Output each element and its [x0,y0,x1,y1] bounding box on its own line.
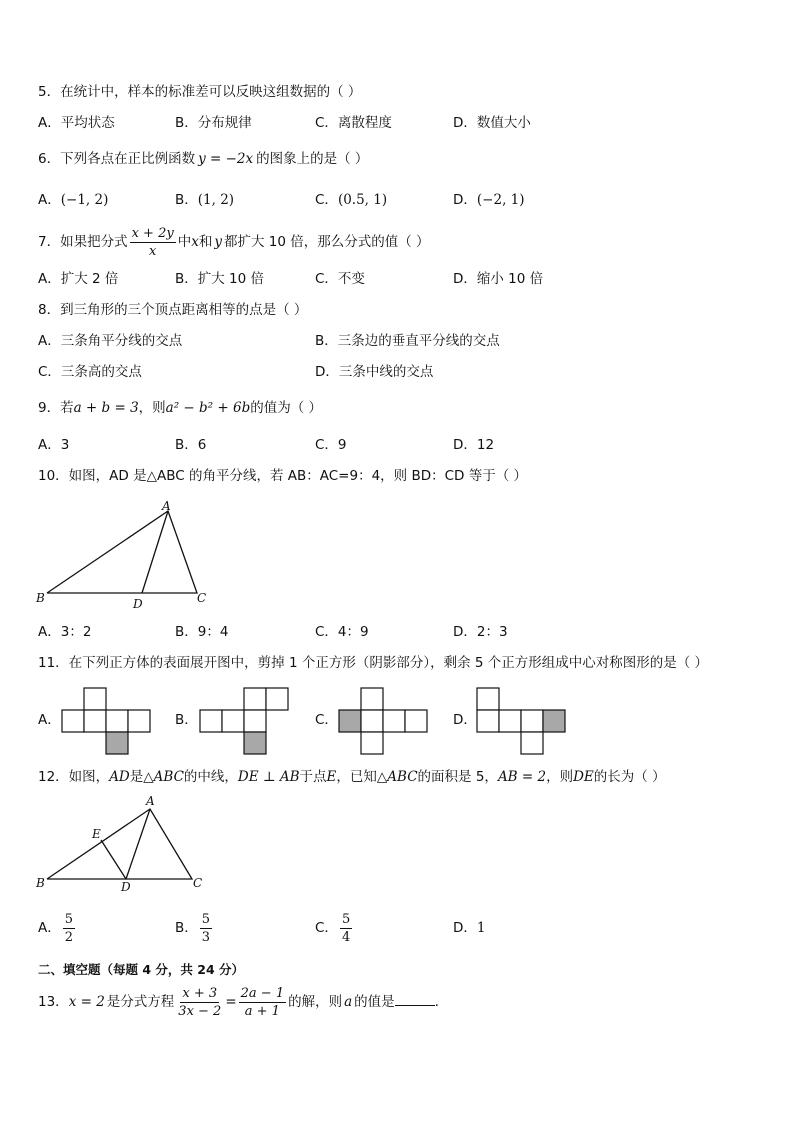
q9-stem: 9．若a + b = 3，则a² − b² + 6b的值为（ ） [38,400,323,416]
q7-stem: 7．如果把分式 $\frac{x + 2y}{x}$ 中x和 y 都扩大 10 倍，那么分式的值（ ） [38,225,430,259]
q5-option-c: C．离散程度 [315,115,392,131]
q11-label-b: B． [175,712,198,728]
q12-label-e: E [92,827,101,841]
q8-stem: 8．到三角形的三个顶点距离相等的点是（ ） [38,302,308,318]
q9-option-a: A．3 [38,437,70,453]
q7-option-c: C．不变 [315,271,365,287]
q10-triangle-figure [30,498,220,616]
q13-answer-blank [395,991,435,1006]
q12-option-b: B． $\frac{5}{3}$ [175,911,211,945]
q11-net-d [475,686,569,756]
q6-option-b: B．(1, 2) [175,192,235,208]
q6-function: y = −2x [198,151,254,167]
q8-option-d: D．三条中线的交点 [315,364,434,380]
q11-net-a [60,686,154,756]
q5-option-d: D．数值大小 [453,115,531,131]
q11-net-c [337,686,431,756]
q13-stem: 13．x = 2 是分式方程 $\frac{x + 3}{3x - 2}$ = $\frac{2a - 1}{a + 1}$ 的解，则 a 的值是 . [38,985,439,1019]
q10-option-b: B．9：4 [175,624,229,640]
q10-label-b: B [36,591,45,605]
section-2-title: 二、填空题（每题 4 分，共 24 分） [38,962,245,977]
q11-label-a: A． [38,712,61,728]
q9-option-d: D．12 [453,437,495,453]
q12-triangle-figure [30,792,220,896]
q6-option-a: A．(−1, 2) [38,192,109,208]
q6-option-c: C．(0.5, 1) [315,192,388,208]
q10-label-d: D [133,597,143,611]
q10-option-a: A．3：2 [38,624,92,640]
q8-option-b: B．三条边的垂直平分线的交点 [315,333,500,349]
q10-option-c: C．4：9 [315,624,369,640]
q12-option-a: A． $\frac{5}{2}$ [38,911,74,945]
q12-stem: 12．如图，AD是△ABC的中线，DE ⊥ AB于点E，已知△ABC的面积是 5，AB = 2，则DE的长为（ ） [38,769,666,785]
q5-stem: 5．在统计中，样本的标准差可以反映这组数据的（ ） [38,84,362,100]
q5-option-b: B．分布规律 [175,115,252,131]
q10-label-a: A [162,499,171,513]
q8-option-c: C．三条高的交点 [38,364,142,380]
q7-option-d: D．缩小 10 倍 [453,271,544,287]
q11-label-d: D． [453,712,477,728]
q12-label-c: C [193,876,203,890]
q9-option-b: B．6 [175,437,207,453]
q6-option-d: D．(−2, 1) [453,192,525,208]
q12-label-a: A [146,794,155,808]
q11-label-c: C． [315,712,338,728]
q12-label-d: D [121,880,131,894]
q7-option-b: B．扩大 10 倍 [175,271,265,287]
q11-net-b [198,686,292,756]
q8-option-a: A．三条角平分线的交点 [38,333,183,349]
q12-option-d: D．1 [453,920,486,936]
q5-option-a: A．平均状态 [38,115,115,131]
q10-label-c: C [197,591,207,605]
q11-stem: 11．在下列正方体的表面展开图中，剪掉 1 个正方形（阴影部分），剩余 5 个正方形组成中心对称图形的是（ ） [38,655,709,671]
q6-stem: 6．下列各点在正比例函数 y = −2x 的图象上的是（ ） [38,151,369,167]
q7-fraction: $\frac{x + 2y}{x}$ [131,225,174,259]
q12-option-c: C． $\frac{5}{4}$ [315,911,351,945]
q9-option-c: C．9 [315,437,347,453]
q10-option-d: D．2：3 [453,624,508,640]
q12-label-b: B [36,876,45,890]
q10-stem: 10．如图，AD 是△ABC 的角平分线，若 AB：AC=9：4，则 BD：CD 等于（ ） [38,468,528,484]
q7-option-a: A．扩大 2 倍 [38,271,119,287]
